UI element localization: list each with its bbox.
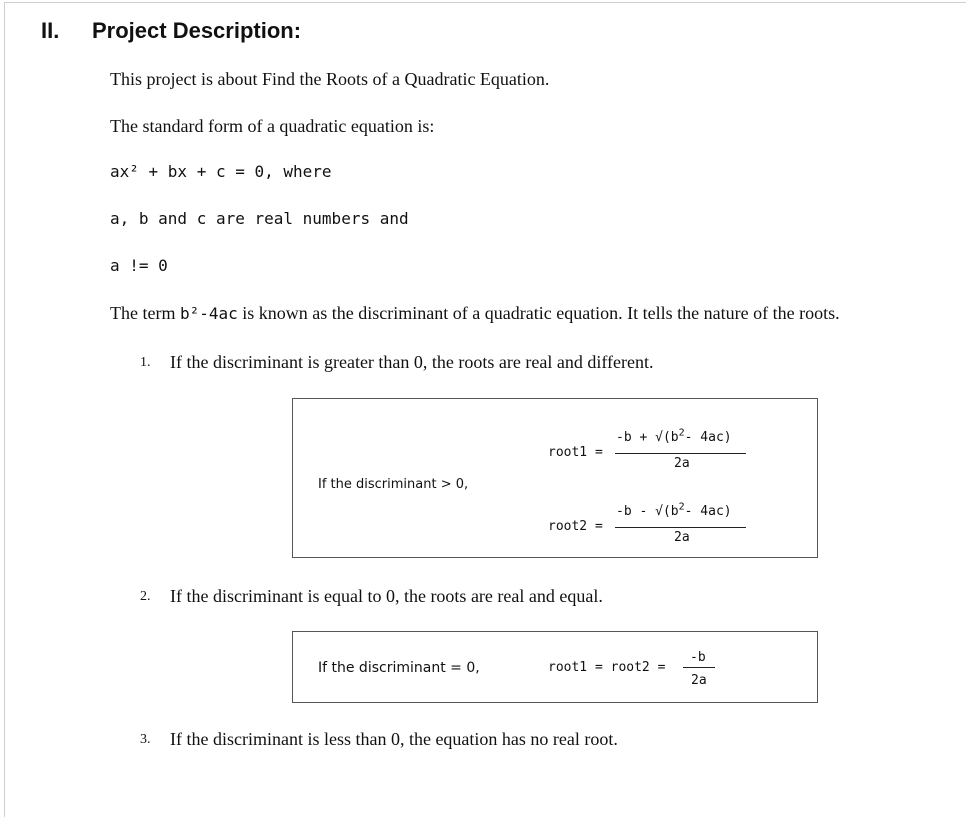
- root1-numerator-main: -b + √(b: [616, 430, 679, 445]
- root2-denominator: 2a: [674, 530, 690, 545]
- equation-line: ax² + bx + c = 0, where: [110, 162, 332, 181]
- intro-paragraph: This project is about Find the Roots of a Quadratic Equation.: [110, 69, 550, 89]
- list-item-number: 2.: [140, 589, 151, 604]
- root2-label: root2 =: [548, 519, 603, 534]
- discriminant-text-before: The term: [110, 303, 180, 323]
- page-top-border: [4, 2, 966, 3]
- discriminant-text-after: is known as the discriminant of a quadratic equation. It tells the nature of the roots.: [237, 303, 840, 323]
- list-item-number: 1.: [140, 355, 151, 370]
- list-item-text: If the discriminant is greater than 0, the roots are real and different.: [170, 352, 654, 372]
- root2-numerator-exponent: 2: [678, 501, 685, 513]
- discriminant-term: b²-4ac: [179, 304, 238, 323]
- discriminant-positive-box: [292, 398, 818, 558]
- root2-numerator-main: -b - √(b: [616, 504, 679, 519]
- box-condition-label: If the discriminant > 0,: [318, 477, 469, 492]
- box-condition-label: If the discriminant = 0,: [318, 660, 480, 676]
- root1-numerator-tail: - 4ac): [684, 430, 732, 445]
- root2-numerator-tail: - 4ac): [684, 504, 732, 519]
- root1-numerator: [616, 427, 732, 445]
- root1-numerator-exponent: 2: [678, 427, 685, 439]
- list-item-text: If the discriminant is equal to 0, the roots are real and equal.: [170, 586, 603, 606]
- page-left-border: [4, 2, 5, 817]
- condition-line-2: a != 0: [110, 256, 168, 275]
- standard-form-paragraph: The standard form of a quadratic equation is:: [110, 116, 435, 136]
- list-item-number: 3.: [140, 732, 151, 747]
- root2-numerator: [616, 501, 732, 519]
- condition-line-1: a, b and c are real numbers and: [110, 209, 409, 228]
- equal-roots-denominator: 2a: [691, 673, 707, 688]
- root2-fraction-bar: [615, 527, 746, 528]
- root1-denominator: 2a: [674, 456, 690, 471]
- equal-roots-numerator: -b: [690, 650, 706, 665]
- root1-fraction-bar: [615, 453, 746, 454]
- list-item-text: If the discriminant is less than 0, the equation has no real root.: [170, 729, 618, 749]
- discriminant-paragraph: [110, 303, 840, 324]
- root1-label: root1 =: [548, 445, 603, 460]
- equal-roots-label: root1 = root2 =: [548, 660, 666, 675]
- discriminant-zero-box: [292, 631, 818, 703]
- section-title: Project Description:: [92, 18, 302, 43]
- section-number: II.: [41, 18, 60, 43]
- equal-roots-fraction-bar: [683, 667, 715, 668]
